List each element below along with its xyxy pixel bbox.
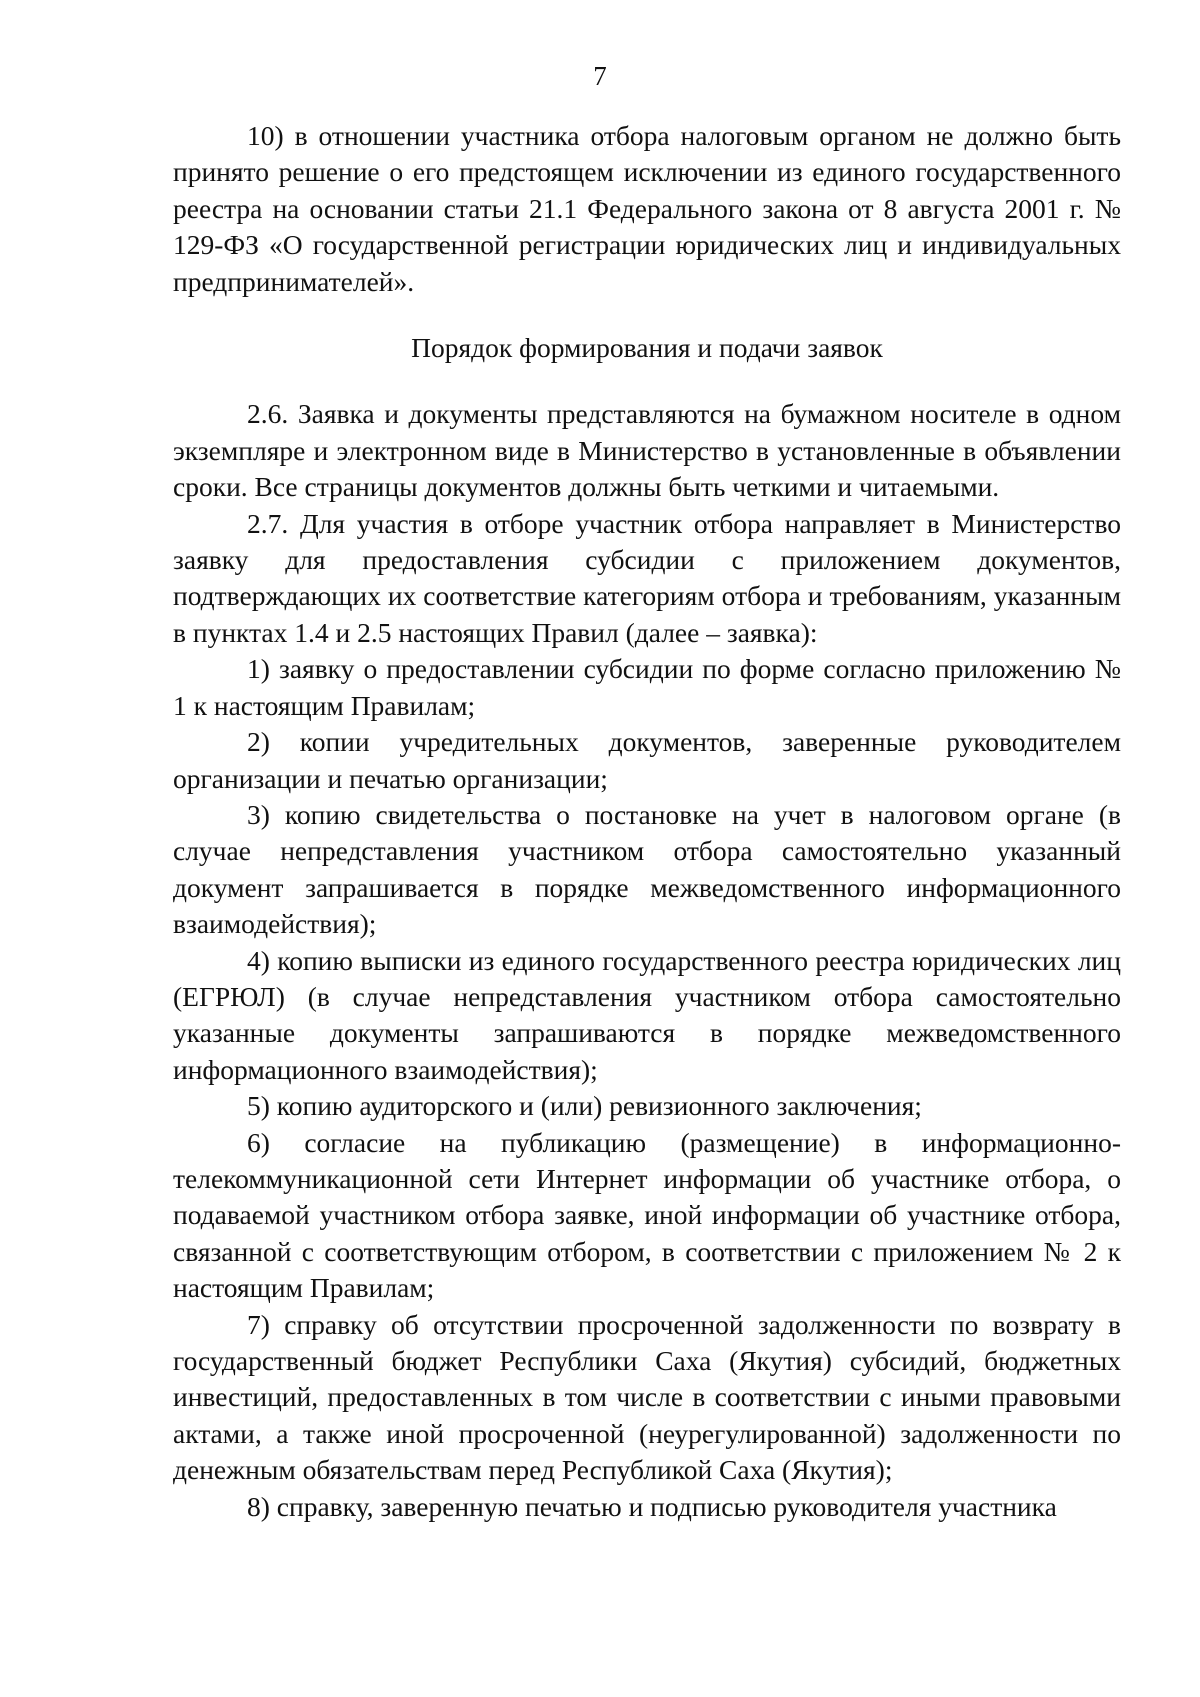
list-item-2: 2) копии учредительных документов, заверенные руководителем организации и печатью организации; — [173, 726, 1121, 794]
list-item-7: 7) справку об отсутствии просроченной задолженности по возврату в государственный бюджет Республики Саха (Якутия) субсидий, бюджетных инвестиций, предоставленных в том числе в соответствии с иными правовыми актами, а также иной просроченной (неурегулированной) задолженности по денежным обязательствам перед Республикой Саха (Якутия); — [173, 1308, 1121, 1486]
list-item-8: 8) справку, заверенную печатью и подписью руководителя участника — [247, 1490, 1057, 1522]
page-number: 7 — [593, 61, 607, 91]
paragraph-item-10: 10) в отношении участника отбора налоговым органом не должно быть принято решение о его предстоящем исключении из единого государственного реестра на основании статьи 21.1 Федерального закона от 8 августа 2001 г. № 129-ФЗ «О государственной регистрации юридических лиц и индивидуальных предпринимателей». — [173, 120, 1121, 297]
document-body — [173, 118, 1121, 1525]
list-item-5: 5) копию аудиторского и (или) ревизионного заключения; — [247, 1090, 922, 1122]
paragraph-2-6: 2.6. Заявка и документы представляются на бумажном носителе в одном экземпляре и электронном виде в Министерство в установленные в объявлении сроки. Все страницы документов должны быть четкими и читаемыми. — [173, 398, 1121, 503]
list-item-1: 1) заявку о предоставлении субсидии по форме согласно приложению № 1 к настоящим Правилам; — [173, 653, 1121, 721]
list-item-4: 4) копию выписки из единого государственного реестра юридических лиц (ЕГРЮЛ) (в случае непредставления участником отбора самостоятельно указанные документы запрашиваются в порядке межведомственного информационного взаимодействия); — [173, 944, 1121, 1085]
list-item-6: 6) согласие на публикацию (размещение) в информационно-телекоммуникационной сети Интернет информации об участнике отбора, о подаваемой участником отбора заявке, иной информации об участнике отбора, связанной с соответствующим отбором, в соответствии с приложением № 2 к настоящим Правилам; — [173, 1126, 1121, 1304]
section-heading: Порядок формирования и подачи заявок — [411, 332, 883, 364]
paragraph-2-7: 2.7. Для участия в отборе участник отбора направляет в Министерство заявку для предоставления субсидии с приложением документов, подтверждающих их соответствие категориям отбора и требованиям, указанным в пунктах 1.4 и 2.5 настоящих Правил (далее – заявка): — [173, 507, 1121, 648]
list-item-3: 3) копию свидетельства о постановке на учет в налоговом органе (в случае непредставления участником отбора самостоятельно указанный документ запрашивается в порядке межведомственного информационного взаимодействия); — [173, 798, 1121, 940]
